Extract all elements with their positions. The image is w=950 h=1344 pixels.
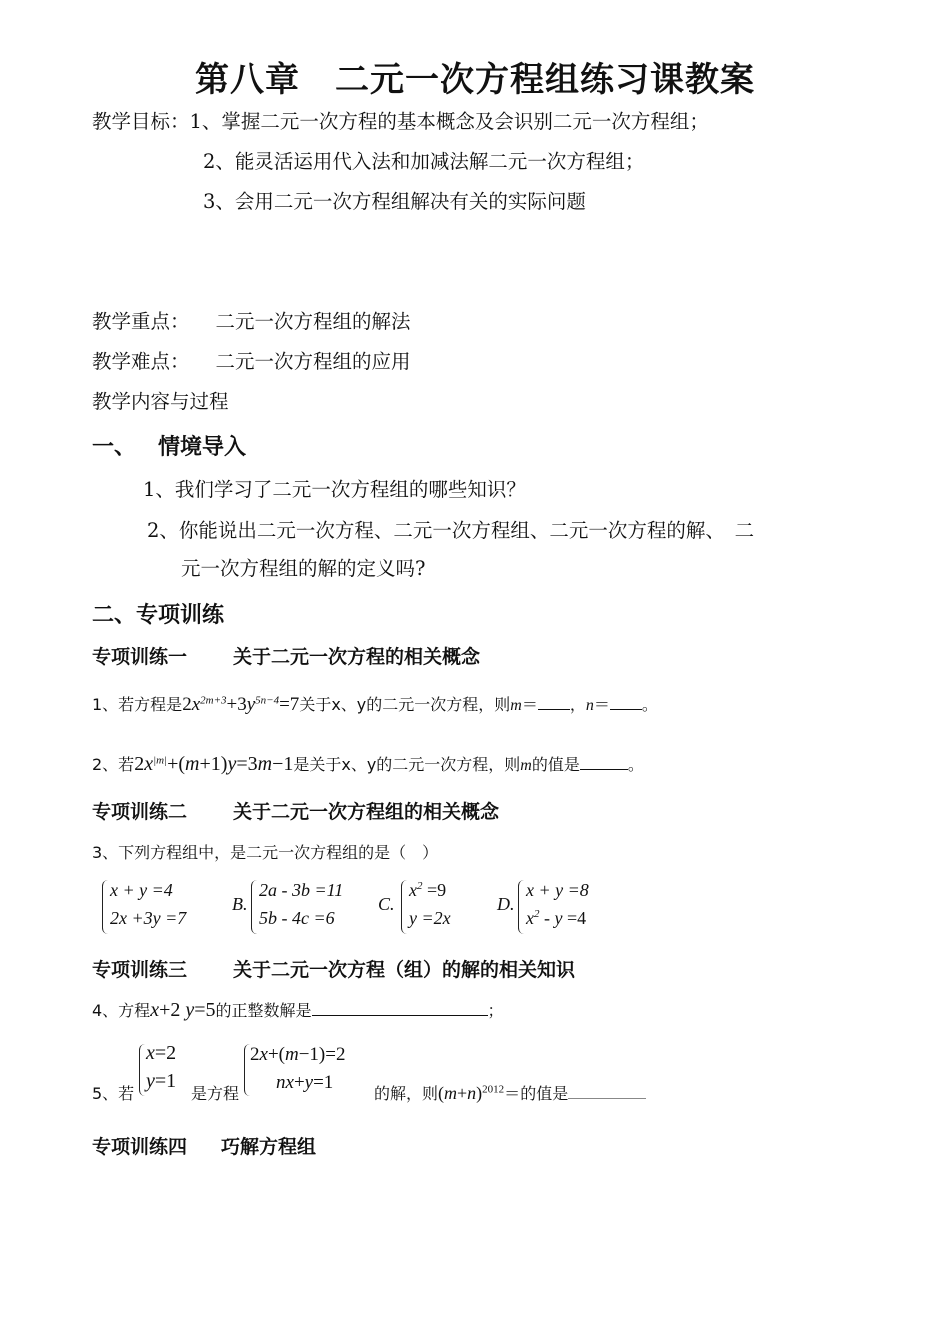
objective-3: 3、会用二元一次方程组解决有关的实际问题 [203, 190, 586, 213]
option-a-eq2: 2x +3y =7 [110, 908, 187, 928]
option-a-eq1: x + y =4 [110, 880, 173, 900]
section-1-heading: 一、 情境导入 [92, 435, 247, 460]
difficult-point: 教学难点： 二元一次方程组的应用 [92, 350, 411, 373]
content-heading: 教学内容与过程 [92, 390, 229, 413]
question-5-mid: 是方程 [191, 1084, 240, 1103]
intro-question-2-cont: 元一次方程组的解的定义吗? [181, 557, 426, 580]
option-b-letter: B. [232, 894, 248, 914]
question-5-tail: 的解，则$(m+n)^{2012}=$的值是 [374, 1081, 646, 1104]
objective-2: 2、能灵活运用代入法和加减法解二元一次方程组； [203, 150, 645, 173]
option-c-eq2: y =2x [409, 908, 451, 928]
training-3-heading: 专项训练三 关于二元一次方程（组）的解的相关知识 [92, 959, 576, 981]
option-c-eq1: $x^2 =9$ [409, 880, 447, 900]
training-4-heading: 专项训练四 巧解方程组 [92, 1136, 317, 1158]
question-5-prefix: 5、若 [92, 1084, 135, 1103]
section-2-heading: 二、专项训练 [92, 603, 225, 628]
q5-sys2-eq2: nx+y=1 [276, 1072, 334, 1093]
option-c-letter: C. [378, 894, 395, 914]
q5-sys1-eq2: y=1 [146, 1070, 177, 1092]
question-2: 2、若$2x^{|m|}+(m+1)y=3m-1$是关于x、y的二元一次方程，则m的值是 。 [92, 753, 644, 775]
objective-1: 教学目标：1、掌握二元一次方程的基本概念及会识别二元一次方程组； [92, 110, 709, 133]
option-d-eq2: $x^2 - y =4$ [526, 908, 587, 928]
key-point: 教学重点： 二元一次方程组的解法 [92, 310, 411, 333]
goals-label: 教学目标： [92, 110, 190, 133]
option-b-eq2: 5b - 4c =6 [259, 908, 335, 928]
training-2-heading: 专项训练二 关于二元一次方程组的相关概念 [92, 801, 500, 823]
intro-question-2: 2、你能说出二元一次方程、二元一次方程组、二元一次方程的解、 二 [147, 519, 755, 542]
option-d-letter: D. [497, 894, 515, 914]
option-b-eq1: 2a - 3b =11 [259, 880, 344, 900]
training-1-heading: 专项训练一 关于二元一次方程的相关概念 [92, 646, 481, 668]
q5-sys2-eq1: 2x+(m−1)=2 [250, 1044, 346, 1065]
question-4: 4、方程x+2 y=5的正整数解是 ； [92, 999, 504, 1021]
q5-sys1-eq1: x=2 [146, 1042, 177, 1064]
intro-question-1: 1、我们学习了二元一次方程组的哪些知识？ [143, 478, 526, 501]
question-1: 1、若方程是$2x^{2m+3}+3y^{5n-4}=7$关于x、y的二元一次方程，则m＝ ，n＝ 。 [92, 694, 658, 715]
question-3: 3、下列方程组中，是二元一次方程组的是（ ） [92, 843, 439, 862]
option-d-eq1: x + y =8 [526, 880, 589, 900]
page-title: 第八章 二元一次方程组练习课教案 [195, 60, 755, 100]
